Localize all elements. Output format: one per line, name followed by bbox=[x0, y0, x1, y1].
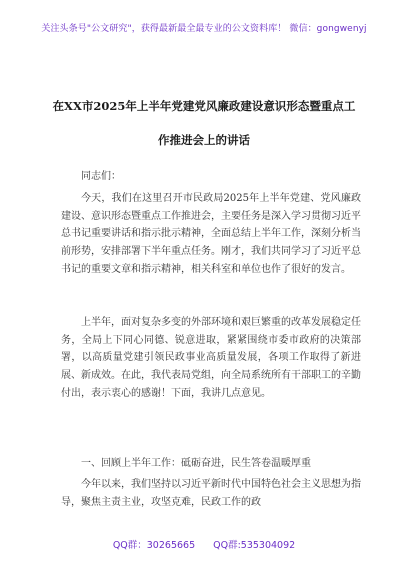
paragraph-1 bbox=[61, 190, 361, 279]
paragraph-3 bbox=[61, 476, 361, 511]
paragraph-3-text: 今年以来，我们坚持以习近平新时代中国特色社会主义思想为指导，聚焦主责主业，攻坚克难，民政工作的政 bbox=[61, 479, 361, 508]
paragraph-2 bbox=[61, 314, 361, 403]
section-heading-1-text: 一、回顾上半年工作：砥砺奋进，民生答卷温暖厚重 bbox=[81, 458, 311, 469]
document-title-line-1: 在XX市2025年上半年党建党风廉政建设意识形态暨重点工 bbox=[52, 99, 356, 113]
paragraph-1-text: 今天，我们在这里召开市民政局2025年上半年党建、党风廉政建设、意识形态暨重点工作推进会，主要任务是深入学习贯彻习近平总书记重要讲话和指示批示精神，全面总结上半年工作，深刻分析当前形势，安排部署下半年重点任务。刚才，我们共同学习了习近平总书记的重要文章和指示精神，相关科室和单位也作了很好的发言。 bbox=[61, 193, 361, 275]
greeting: 同志们： bbox=[81, 171, 121, 182]
footer-qq-group-1: QQ群：30265665 bbox=[112, 540, 196, 551]
paragraph-2-text: 上半年，面对复杂多变的外部环境和艰巨繁重的改革发展稳定任务，全局上下同心同德、锐意进取，紧紧围绕市委市政府的决策部署，以高质量党建引领民政事业高质量发展，各项工作取得了新进展、新成效。在此，我代表局党组，向全局系统所有干部职工的辛勤付出，表示衷心的感谢！下面，我讲几点意见。 bbox=[61, 317, 361, 399]
footer-qq-group-2: QQ群:535304092 bbox=[213, 540, 296, 551]
document-title-line-2: 作推进会上的讲话 bbox=[158, 133, 250, 147]
header-banner: 关注头条号"公文研究"，获得最新最全最专业的公文资料库！ 微信：gongwenyj bbox=[41, 24, 367, 34]
section-heading-1 bbox=[61, 455, 361, 473]
footer-contact bbox=[0, 537, 408, 551]
